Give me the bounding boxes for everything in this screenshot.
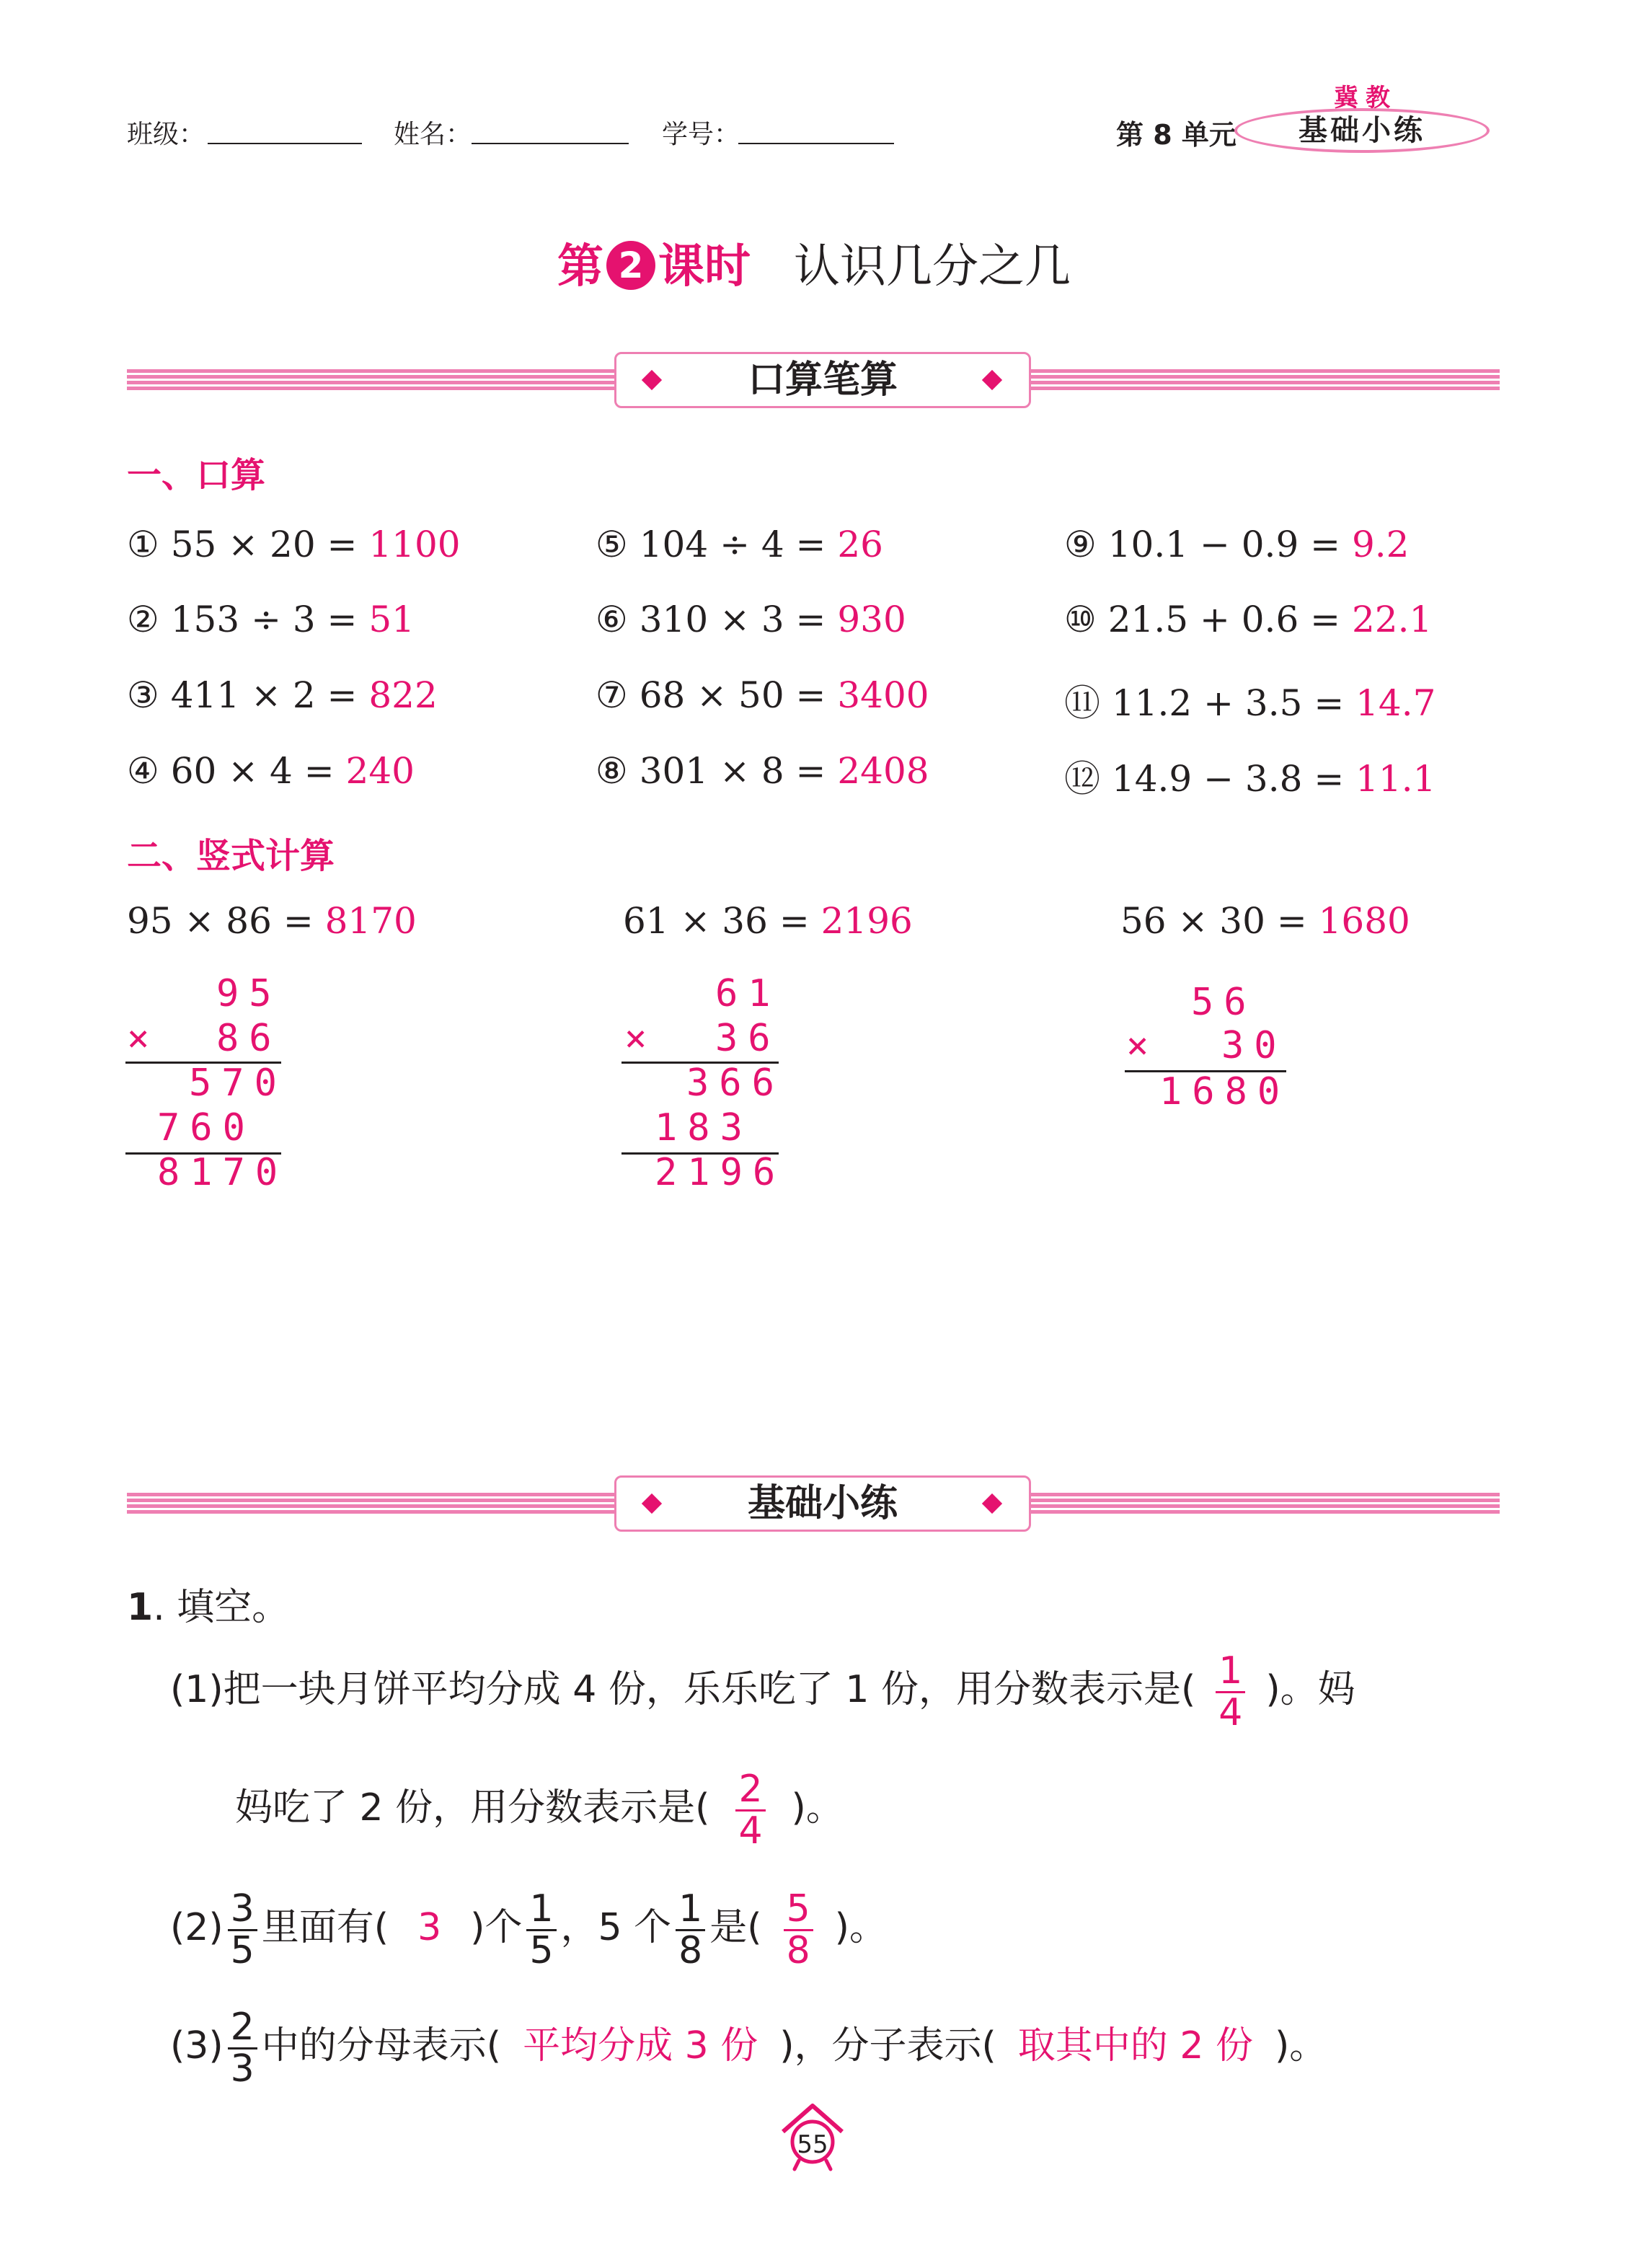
page-number: 55 — [797, 2130, 828, 2159]
student-id-label: 学号： — [662, 120, 740, 149]
question-text: 中的分母表示( — [261, 2024, 502, 2068]
oral-expr: 21.5 + 0.6 = — [1107, 599, 1352, 640]
oral-expr: 301 × 8 = — [639, 750, 838, 792]
oral-item — [127, 524, 461, 565]
oral-answer: 11.1 — [1355, 758, 1436, 800]
partial-product: 570 — [189, 1062, 287, 1105]
partial-product: 366 — [686, 1062, 784, 1105]
item-mark: ⑪ — [1064, 682, 1100, 724]
oral-item — [596, 674, 929, 716]
oral-item — [596, 599, 906, 640]
oral-answer: 1100 — [368, 524, 461, 565]
vertical-expr-text: 56 × 30 = — [1120, 900, 1319, 942]
lesson-prefix: 第 — [557, 240, 603, 294]
oral-expr: 68 × 50 = — [639, 674, 838, 716]
name-label: 姓名： — [394, 120, 472, 149]
fraction — [526, 1889, 556, 1970]
vertical-answer: 1680 — [1318, 900, 1410, 942]
question-text: )。 — [1274, 2024, 1327, 2068]
item-mark: ⑦ — [596, 674, 628, 716]
answer-value: 3 — [417, 1906, 442, 1950]
section-banner-title: 口算笔算 — [747, 358, 898, 402]
q1-part3 — [170, 2006, 1327, 2091]
oral-item — [1064, 750, 1435, 802]
item-mark: ③ — [127, 674, 159, 716]
numerator: 2 — [228, 2008, 257, 2049]
question-text: 妈吃了 2 份，用分数表示是( — [235, 1786, 710, 1830]
oral-answer: 2408 — [837, 750, 929, 792]
oral-answer: 9.2 — [1351, 524, 1410, 565]
numerator: 1 — [526, 1889, 556, 1931]
question-text: 把一块月饼平均分成 4 份，乐乐吃了 1 份，用分数表示是( — [223, 1668, 1196, 1712]
question-text: 是( — [709, 1906, 762, 1950]
answer-fraction — [735, 1768, 765, 1853]
vertical-bottom-number: 36 — [715, 1017, 781, 1060]
oral-item — [1064, 524, 1409, 565]
question-text: )。 — [834, 1906, 887, 1950]
lesson-name: 认识几分之几 — [794, 240, 1071, 294]
vertical-top-number: 95 — [216, 972, 282, 1015]
oral-item — [127, 599, 415, 640]
oral-expr: 153 ÷ 3 = — [170, 599, 369, 640]
oral-item — [1064, 674, 1435, 726]
item-mark: ⑫ — [1064, 758, 1100, 800]
oral-answer: 3400 — [837, 674, 929, 716]
name-blank[interactable] — [472, 143, 629, 144]
denominator: 3 — [230, 2047, 255, 2091]
vertical-expr — [127, 900, 417, 942]
item-mark: ⑤ — [596, 524, 628, 565]
oral-answer: 26 — [837, 524, 883, 565]
item-mark: ⑨ — [1064, 524, 1097, 565]
denominator: 5 — [230, 1928, 255, 1972]
question-text: ，5 个 — [560, 1906, 672, 1950]
oral-answer: 822 — [368, 674, 438, 716]
oral-calc-heading: 一、口算 — [127, 455, 266, 495]
denominator: 5 — [529, 1928, 554, 1972]
item-mark: ② — [127, 599, 159, 640]
multiply-sign: × — [127, 1017, 160, 1060]
multiply-sign: × — [1126, 1024, 1159, 1067]
fraction — [228, 2006, 257, 2091]
question-number: 1 — [127, 1586, 154, 1629]
oral-answer: 51 — [368, 599, 415, 640]
answer-text: 取其中的 2 份 — [1017, 2024, 1253, 2068]
answer-text: 平均分成 3 份 — [523, 2024, 758, 2068]
item-mark: ⑥ — [596, 599, 628, 640]
vertical-answer: 8170 — [324, 900, 417, 942]
lesson-number-badge: 2 — [606, 241, 655, 290]
item-mark: ⑩ — [1064, 599, 1097, 640]
oral-item — [596, 750, 929, 792]
oral-answer: 14.7 — [1355, 682, 1436, 724]
vertical-result: 2196 — [655, 1151, 786, 1194]
question-title-text: . 填空。 — [153, 1586, 290, 1629]
oral-expr: 10.1 − 0.9 = — [1107, 524, 1352, 565]
oral-expr: 55 × 20 = — [170, 524, 369, 565]
lesson-suffix: 课时 — [658, 240, 751, 294]
numerator: 3 — [228, 1889, 257, 1931]
oral-expr: 14.9 − 3.8 = — [1111, 758, 1356, 800]
q1-part1-line1 — [170, 1651, 1355, 1732]
denominator: 4 — [738, 1809, 763, 1853]
oral-item — [127, 674, 438, 716]
oral-expr: 310 × 3 = — [639, 599, 838, 640]
denominator: 4 — [1218, 1690, 1243, 1734]
fraction — [228, 1889, 257, 1970]
question-text: )，分子表示( — [779, 2024, 996, 2068]
oral-answer: 930 — [837, 599, 906, 640]
brand-title: 基础小练 — [1299, 114, 1425, 147]
class-blank[interactable] — [208, 143, 362, 144]
student-id-blank[interactable] — [738, 143, 894, 144]
vertical-top-number: 56 — [1191, 981, 1257, 1024]
oral-expr: 104 ÷ 4 = — [639, 524, 838, 565]
fraction — [676, 1889, 705, 1970]
denominator: 8 — [786, 1928, 810, 1972]
vertical-expr-text: 95 × 86 = — [127, 900, 325, 942]
vertical-expr — [1120, 900, 1410, 942]
vertical-bottom-number: 86 — [216, 1017, 282, 1060]
publisher-label: 冀教 — [1334, 84, 1397, 112]
answer-fraction — [784, 1889, 813, 1970]
vertical-expr-text: 61 × 36 = — [623, 900, 821, 942]
vertical-result: 1680 — [1159, 1070, 1291, 1113]
denominator: 8 — [678, 1928, 703, 1972]
question-text: )。妈 — [1265, 1668, 1355, 1712]
vertical-result: 8170 — [157, 1151, 288, 1194]
class-label: 班级： — [127, 120, 205, 149]
partial-product: 760 — [157, 1106, 255, 1150]
numerator: 2 — [735, 1770, 765, 1812]
question-1-title — [127, 1576, 289, 1631]
part-label: (3) — [170, 2024, 224, 2068]
multiply-sign: × — [624, 1017, 658, 1060]
vertical-top-number: 61 — [715, 972, 781, 1015]
vertical-calc-heading: 二、竖式计算 — [127, 836, 335, 876]
section-banner-title: 基础小练 — [747, 1482, 898, 1525]
numerator: 5 — [784, 1889, 813, 1931]
oral-item — [1064, 599, 1432, 640]
vertical-bottom-number: 30 — [1221, 1024, 1287, 1067]
q1-part1-line2 — [235, 1768, 844, 1853]
oral-answer: 240 — [345, 750, 415, 792]
question-text: )。 — [791, 1786, 844, 1830]
part-label: (2) — [170, 1906, 224, 1950]
oral-expr: 11.2 + 3.5 = — [1111, 682, 1356, 724]
vertical-expr — [623, 900, 913, 942]
unit-label: 第 8 单元 — [1116, 119, 1237, 151]
oral-item — [127, 750, 415, 792]
oral-expr: 411 × 2 = — [170, 674, 369, 716]
part-label: (1) — [170, 1668, 224, 1712]
question-text: )个 — [470, 1906, 523, 1950]
numerator: 1 — [676, 1889, 705, 1931]
item-mark: ⑧ — [596, 750, 628, 792]
numerator: 1 — [1216, 1651, 1245, 1693]
item-mark: ① — [127, 524, 159, 565]
vertical-answer: 2196 — [820, 900, 913, 942]
q1-part2 — [170, 1889, 887, 1970]
answer-fraction — [1216, 1651, 1245, 1732]
question-text: 里面有( — [261, 1906, 389, 1950]
oral-answer: 22.1 — [1351, 599, 1433, 640]
item-mark: ④ — [127, 750, 159, 792]
partial-product: 183 — [655, 1106, 753, 1150]
lesson-title — [0, 229, 1628, 296]
oral-item — [596, 524, 883, 565]
oral-expr: 60 × 4 = — [170, 750, 346, 792]
